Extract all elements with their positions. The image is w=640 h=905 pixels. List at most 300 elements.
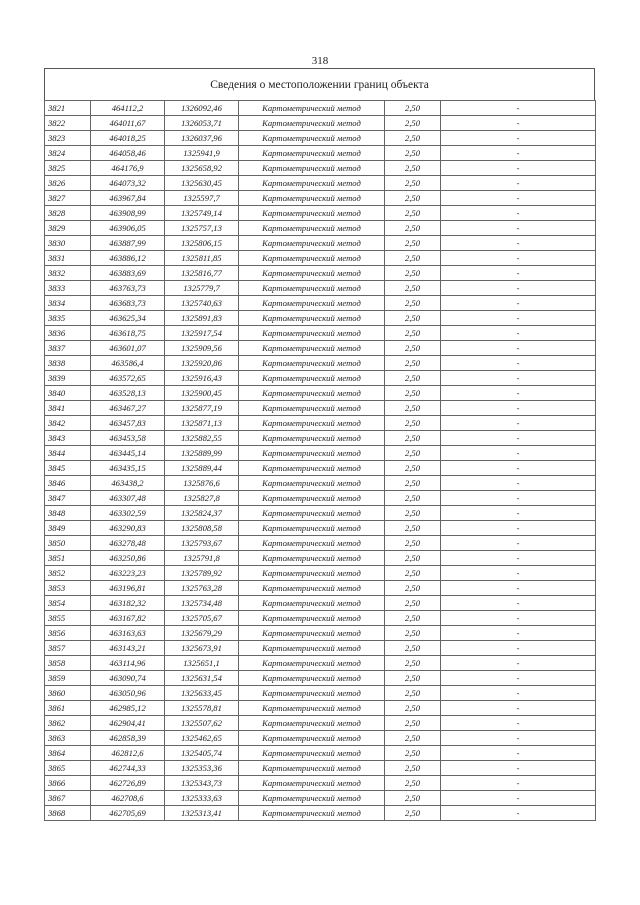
accuracy-cell: 2,50 (385, 116, 441, 131)
description-cell: - (441, 206, 596, 221)
x-coordinate-cell: 462904,41 (91, 716, 165, 731)
page-number: 318 (311, 55, 329, 67)
y-coordinate-cell: 1325740,63 (165, 296, 239, 311)
point-number-cell: 3827 (45, 191, 91, 206)
table-row (45, 806, 596, 821)
method-cell: Картометрический метод (239, 161, 385, 176)
accuracy-cell: 2,50 (385, 431, 441, 446)
table-row (45, 101, 596, 116)
point-number-cell: 3846 (45, 476, 91, 491)
accuracy-cell: 2,50 (385, 371, 441, 386)
accuracy-cell: 2,50 (385, 461, 441, 476)
accuracy-cell: 2,50 (385, 791, 441, 806)
accuracy-cell: 2,50 (385, 701, 441, 716)
x-coordinate-cell: 463445,14 (91, 446, 165, 461)
accuracy-cell: 2,50 (385, 266, 441, 281)
description-cell: - (441, 236, 596, 251)
accuracy-cell: 2,50 (385, 446, 441, 461)
y-coordinate-cell: 1325889,44 (165, 461, 239, 476)
table-row (45, 431, 596, 446)
x-coordinate-cell: 462708,6 (91, 791, 165, 806)
x-coordinate-cell: 463435,15 (91, 461, 165, 476)
accuracy-cell: 2,50 (385, 311, 441, 326)
y-coordinate-cell: 1325808,58 (165, 521, 239, 536)
x-coordinate-cell: 464011,67 (91, 116, 165, 131)
coordinates-table (44, 100, 596, 821)
y-coordinate-cell: 1325578,81 (165, 701, 239, 716)
y-coordinate-cell: 1325597,7 (165, 191, 239, 206)
y-coordinate-cell: 1326053,71 (165, 116, 239, 131)
x-coordinate-cell: 463467,27 (91, 401, 165, 416)
point-number-cell: 3840 (45, 386, 91, 401)
accuracy-cell: 2,50 (385, 581, 441, 596)
x-coordinate-cell: 464018,25 (91, 131, 165, 146)
point-number-cell: 3862 (45, 716, 91, 731)
description-cell: - (441, 176, 596, 191)
point-number-cell: 3859 (45, 671, 91, 686)
description-cell: - (441, 626, 596, 641)
y-coordinate-cell: 1325889,99 (165, 446, 239, 461)
accuracy-cell: 2,50 (385, 341, 441, 356)
method-cell: Картометрический метод (239, 506, 385, 521)
y-coordinate-cell: 1325827,8 (165, 491, 239, 506)
y-coordinate-cell: 1325793,67 (165, 536, 239, 551)
accuracy-cell: 2,50 (385, 236, 441, 251)
method-cell: Картометрический метод (239, 686, 385, 701)
point-number-cell: 3834 (45, 296, 91, 311)
y-coordinate-cell: 1325806,15 (165, 236, 239, 251)
point-number-cell: 3823 (45, 131, 91, 146)
y-coordinate-cell: 1325405,74 (165, 746, 239, 761)
description-cell: - (441, 311, 596, 326)
x-coordinate-cell: 463090,74 (91, 671, 165, 686)
point-number-cell: 3851 (45, 551, 91, 566)
description-cell: - (441, 266, 596, 281)
table-row (45, 161, 596, 176)
x-coordinate-cell: 462726,89 (91, 776, 165, 791)
y-coordinate-cell: 1325882,55 (165, 431, 239, 446)
table-row (45, 461, 596, 476)
accuracy-cell: 2,50 (385, 476, 441, 491)
point-number-cell: 3839 (45, 371, 91, 386)
x-coordinate-cell: 463457,83 (91, 416, 165, 431)
y-coordinate-cell: 1325749,14 (165, 206, 239, 221)
x-coordinate-cell: 463438,2 (91, 476, 165, 491)
method-cell: Картометрический метод (239, 791, 385, 806)
method-cell: Картометрический метод (239, 266, 385, 281)
point-number-cell: 3858 (45, 656, 91, 671)
point-number-cell: 3857 (45, 641, 91, 656)
method-cell: Картометрический метод (239, 191, 385, 206)
table-row (45, 641, 596, 656)
x-coordinate-cell: 463586,4 (91, 356, 165, 371)
method-cell: Картометрический метод (239, 461, 385, 476)
point-number-cell: 3843 (45, 431, 91, 446)
accuracy-cell: 2,50 (385, 176, 441, 191)
description-cell: - (441, 296, 596, 311)
point-number-cell: 3832 (45, 266, 91, 281)
table-row (45, 146, 596, 161)
point-number-cell: 3824 (45, 146, 91, 161)
accuracy-cell: 2,50 (385, 641, 441, 656)
x-coordinate-cell: 463163,63 (91, 626, 165, 641)
method-cell: Картометрический метод (239, 491, 385, 506)
y-coordinate-cell: 1325333,63 (165, 791, 239, 806)
table-row (45, 341, 596, 356)
description-cell: - (441, 551, 596, 566)
accuracy-cell: 2,50 (385, 566, 441, 581)
description-cell: - (441, 611, 596, 626)
y-coordinate-cell: 1325651,1 (165, 656, 239, 671)
point-number-cell: 3868 (45, 806, 91, 821)
table-row (45, 716, 596, 731)
x-coordinate-cell: 463886,12 (91, 251, 165, 266)
description-cell: - (441, 686, 596, 701)
y-coordinate-cell: 1325909,56 (165, 341, 239, 356)
description-cell: - (441, 401, 596, 416)
x-coordinate-cell: 462744,33 (91, 761, 165, 776)
point-number-cell: 3866 (45, 776, 91, 791)
accuracy-cell: 2,50 (385, 206, 441, 221)
x-coordinate-cell: 462858,39 (91, 731, 165, 746)
table-row (45, 566, 596, 581)
y-coordinate-cell: 1325917,54 (165, 326, 239, 341)
method-cell: Картометрический метод (239, 221, 385, 236)
accuracy-cell: 2,50 (385, 596, 441, 611)
point-number-cell: 3822 (45, 116, 91, 131)
table-row (45, 251, 596, 266)
accuracy-cell: 2,50 (385, 656, 441, 671)
method-cell: Картометрический метод (239, 731, 385, 746)
table-row (45, 221, 596, 236)
description-cell: - (441, 221, 596, 236)
table-title: Сведения о местоположении границ объекта (44, 68, 595, 100)
table-body (45, 101, 596, 821)
point-number-cell: 3855 (45, 611, 91, 626)
table-row (45, 446, 596, 461)
table-row (45, 416, 596, 431)
accuracy-cell: 2,50 (385, 776, 441, 791)
accuracy-cell: 2,50 (385, 491, 441, 506)
x-coordinate-cell: 463278,48 (91, 536, 165, 551)
method-cell: Картометрический метод (239, 656, 385, 671)
y-coordinate-cell: 1325916,43 (165, 371, 239, 386)
x-coordinate-cell: 462985,12 (91, 701, 165, 716)
point-number-cell: 3826 (45, 176, 91, 191)
accuracy-cell: 2,50 (385, 251, 441, 266)
point-number-cell: 3863 (45, 731, 91, 746)
method-cell: Картометрический метод (239, 671, 385, 686)
x-coordinate-cell: 464112,2 (91, 101, 165, 116)
accuracy-cell: 2,50 (385, 536, 441, 551)
method-cell: Картометрический метод (239, 551, 385, 566)
x-coordinate-cell: 463302,59 (91, 506, 165, 521)
y-coordinate-cell: 1325630,45 (165, 176, 239, 191)
point-number-cell: 3821 (45, 101, 91, 116)
x-coordinate-cell: 463763,73 (91, 281, 165, 296)
point-number-cell: 3852 (45, 566, 91, 581)
description-cell: - (441, 251, 596, 266)
table-row (45, 791, 596, 806)
accuracy-cell: 2,50 (385, 326, 441, 341)
method-cell: Картометрический метод (239, 746, 385, 761)
y-coordinate-cell: 1325871,13 (165, 416, 239, 431)
point-number-cell: 3853 (45, 581, 91, 596)
y-coordinate-cell: 1325791,8 (165, 551, 239, 566)
point-number-cell: 3841 (45, 401, 91, 416)
point-number-cell: 3848 (45, 506, 91, 521)
method-cell: Картометрический метод (239, 626, 385, 641)
method-cell: Картометрический метод (239, 401, 385, 416)
method-cell: Картометрический метод (239, 701, 385, 716)
y-coordinate-cell: 1325679,29 (165, 626, 239, 641)
accuracy-cell: 2,50 (385, 386, 441, 401)
accuracy-cell: 2,50 (385, 686, 441, 701)
accuracy-cell: 2,50 (385, 296, 441, 311)
y-coordinate-cell: 1325920,86 (165, 356, 239, 371)
y-coordinate-cell: 1325877,19 (165, 401, 239, 416)
point-number-cell: 3838 (45, 356, 91, 371)
accuracy-cell: 2,50 (385, 551, 441, 566)
x-coordinate-cell: 463887,99 (91, 236, 165, 251)
description-cell: - (441, 146, 596, 161)
boundary-table-sheet (44, 68, 595, 821)
table-row (45, 386, 596, 401)
point-number-cell: 3829 (45, 221, 91, 236)
accuracy-cell: 2,50 (385, 521, 441, 536)
table-row (45, 536, 596, 551)
description-cell: - (441, 776, 596, 791)
method-cell: Картометрический метод (239, 146, 385, 161)
description-cell: - (441, 566, 596, 581)
table-row (45, 686, 596, 701)
method-cell: Картометрический метод (239, 596, 385, 611)
description-cell: - (441, 356, 596, 371)
y-coordinate-cell: 1325507,62 (165, 716, 239, 731)
x-coordinate-cell: 463290,83 (91, 521, 165, 536)
method-cell: Картометрический метод (239, 431, 385, 446)
table-row (45, 596, 596, 611)
description-cell: - (441, 116, 596, 131)
x-coordinate-cell: 463683,73 (91, 296, 165, 311)
method-cell: Картометрический метод (239, 176, 385, 191)
description-cell: - (441, 101, 596, 116)
point-number-cell: 3833 (45, 281, 91, 296)
table-row (45, 326, 596, 341)
description-cell: - (441, 581, 596, 596)
y-coordinate-cell: 1325876,6 (165, 476, 239, 491)
x-coordinate-cell: 463906,05 (91, 221, 165, 236)
description-cell: - (441, 416, 596, 431)
description-cell: - (441, 791, 596, 806)
y-coordinate-cell: 1325462,65 (165, 731, 239, 746)
y-coordinate-cell: 1325811,85 (165, 251, 239, 266)
accuracy-cell: 2,50 (385, 101, 441, 116)
x-coordinate-cell: 463967,84 (91, 191, 165, 206)
x-coordinate-cell: 463528,13 (91, 386, 165, 401)
point-number-cell: 3842 (45, 416, 91, 431)
description-cell: - (441, 716, 596, 731)
method-cell: Картометрический метод (239, 131, 385, 146)
x-coordinate-cell: 464073,32 (91, 176, 165, 191)
method-cell: Картометрический метод (239, 386, 385, 401)
y-coordinate-cell: 1325631,54 (165, 671, 239, 686)
point-number-cell: 3867 (45, 791, 91, 806)
y-coordinate-cell: 1325941,9 (165, 146, 239, 161)
y-coordinate-cell: 1325900,45 (165, 386, 239, 401)
table-row (45, 206, 596, 221)
description-cell: - (441, 131, 596, 146)
point-number-cell: 3837 (45, 341, 91, 356)
method-cell: Картометрический метод (239, 251, 385, 266)
x-coordinate-cell: 463114,96 (91, 656, 165, 671)
x-coordinate-cell: 463196,81 (91, 581, 165, 596)
y-coordinate-cell: 1326092,46 (165, 101, 239, 116)
y-coordinate-cell: 1325757,13 (165, 221, 239, 236)
description-cell: - (441, 491, 596, 506)
description-cell: - (441, 806, 596, 821)
accuracy-cell: 2,50 (385, 611, 441, 626)
x-coordinate-cell: 463601,07 (91, 341, 165, 356)
point-number-cell: 3860 (45, 686, 91, 701)
table-row (45, 581, 596, 596)
table-row (45, 191, 596, 206)
x-coordinate-cell: 463572,65 (91, 371, 165, 386)
accuracy-cell: 2,50 (385, 146, 441, 161)
table-row (45, 476, 596, 491)
x-coordinate-cell: 464058,46 (91, 146, 165, 161)
method-cell: Картометрический метод (239, 581, 385, 596)
y-coordinate-cell: 1325763,28 (165, 581, 239, 596)
method-cell: Картометрический метод (239, 761, 385, 776)
table-row (45, 491, 596, 506)
y-coordinate-cell: 1325343,73 (165, 776, 239, 791)
table-row (45, 521, 596, 536)
y-coordinate-cell: 1325673,91 (165, 641, 239, 656)
x-coordinate-cell: 463908,99 (91, 206, 165, 221)
y-coordinate-cell: 1325779,7 (165, 281, 239, 296)
accuracy-cell: 2,50 (385, 731, 441, 746)
table-row (45, 551, 596, 566)
method-cell: Картометрический метод (239, 341, 385, 356)
description-cell: - (441, 431, 596, 446)
description-cell: - (441, 671, 596, 686)
point-number-cell: 3828 (45, 206, 91, 221)
description-cell: - (441, 761, 596, 776)
point-number-cell: 3849 (45, 521, 91, 536)
method-cell: Картометрический метод (239, 101, 385, 116)
accuracy-cell: 2,50 (385, 716, 441, 731)
x-coordinate-cell: 462812,6 (91, 746, 165, 761)
accuracy-cell: 2,50 (385, 401, 441, 416)
description-cell: - (441, 341, 596, 356)
method-cell: Картометрический метод (239, 806, 385, 821)
method-cell: Картометрический метод (239, 236, 385, 251)
accuracy-cell: 2,50 (385, 506, 441, 521)
y-coordinate-cell: 1326037,96 (165, 131, 239, 146)
point-number-cell: 3844 (45, 446, 91, 461)
x-coordinate-cell: 464176,9 (91, 161, 165, 176)
method-cell: Картометрический метод (239, 521, 385, 536)
method-cell: Картометрический метод (239, 416, 385, 431)
table-row (45, 626, 596, 641)
method-cell: Картометрический метод (239, 371, 385, 386)
point-number-cell: 3831 (45, 251, 91, 266)
description-cell: - (441, 191, 596, 206)
method-cell: Картометрический метод (239, 116, 385, 131)
accuracy-cell: 2,50 (385, 281, 441, 296)
table-row (45, 776, 596, 791)
table-row (45, 731, 596, 746)
y-coordinate-cell: 1325824,37 (165, 506, 239, 521)
table-row (45, 116, 596, 131)
method-cell: Картометрический метод (239, 296, 385, 311)
description-cell: - (441, 371, 596, 386)
table-row (45, 296, 596, 311)
table-row (45, 281, 596, 296)
x-coordinate-cell: 463883,69 (91, 266, 165, 281)
table-row (45, 761, 596, 776)
description-cell: - (441, 641, 596, 656)
x-coordinate-cell: 463182,32 (91, 596, 165, 611)
description-cell: - (441, 161, 596, 176)
table-row (45, 701, 596, 716)
table-row (45, 611, 596, 626)
table-row (45, 401, 596, 416)
point-number-cell: 3836 (45, 326, 91, 341)
accuracy-cell: 2,50 (385, 161, 441, 176)
x-coordinate-cell: 463050,96 (91, 686, 165, 701)
description-cell: - (441, 701, 596, 716)
point-number-cell: 3835 (45, 311, 91, 326)
method-cell: Картометрический метод (239, 446, 385, 461)
table-row (45, 371, 596, 386)
point-number-cell: 3845 (45, 461, 91, 476)
point-number-cell: 3854 (45, 596, 91, 611)
description-cell: - (441, 521, 596, 536)
accuracy-cell: 2,50 (385, 221, 441, 236)
accuracy-cell: 2,50 (385, 416, 441, 431)
y-coordinate-cell: 1325789,92 (165, 566, 239, 581)
x-coordinate-cell: 463167,82 (91, 611, 165, 626)
y-coordinate-cell: 1325816,77 (165, 266, 239, 281)
x-coordinate-cell: 463143,21 (91, 641, 165, 656)
description-cell: - (441, 326, 596, 341)
x-coordinate-cell: 463250,86 (91, 551, 165, 566)
y-coordinate-cell: 1325633,45 (165, 686, 239, 701)
x-coordinate-cell: 463618,75 (91, 326, 165, 341)
x-coordinate-cell: 463453,58 (91, 431, 165, 446)
y-coordinate-cell: 1325658,92 (165, 161, 239, 176)
method-cell: Картометрический метод (239, 566, 385, 581)
description-cell: - (441, 461, 596, 476)
method-cell: Картометрический метод (239, 326, 385, 341)
point-number-cell: 3864 (45, 746, 91, 761)
point-number-cell: 3830 (45, 236, 91, 251)
y-coordinate-cell: 1325705,67 (165, 611, 239, 626)
point-number-cell: 3847 (45, 491, 91, 506)
method-cell: Картометрический метод (239, 536, 385, 551)
method-cell: Картометрический метод (239, 611, 385, 626)
method-cell: Картометрический метод (239, 476, 385, 491)
accuracy-cell: 2,50 (385, 806, 441, 821)
description-cell: - (441, 536, 596, 551)
table-row (45, 506, 596, 521)
description-cell: - (441, 596, 596, 611)
method-cell: Картометрический метод (239, 281, 385, 296)
table-row (45, 671, 596, 686)
accuracy-cell: 2,50 (385, 191, 441, 206)
